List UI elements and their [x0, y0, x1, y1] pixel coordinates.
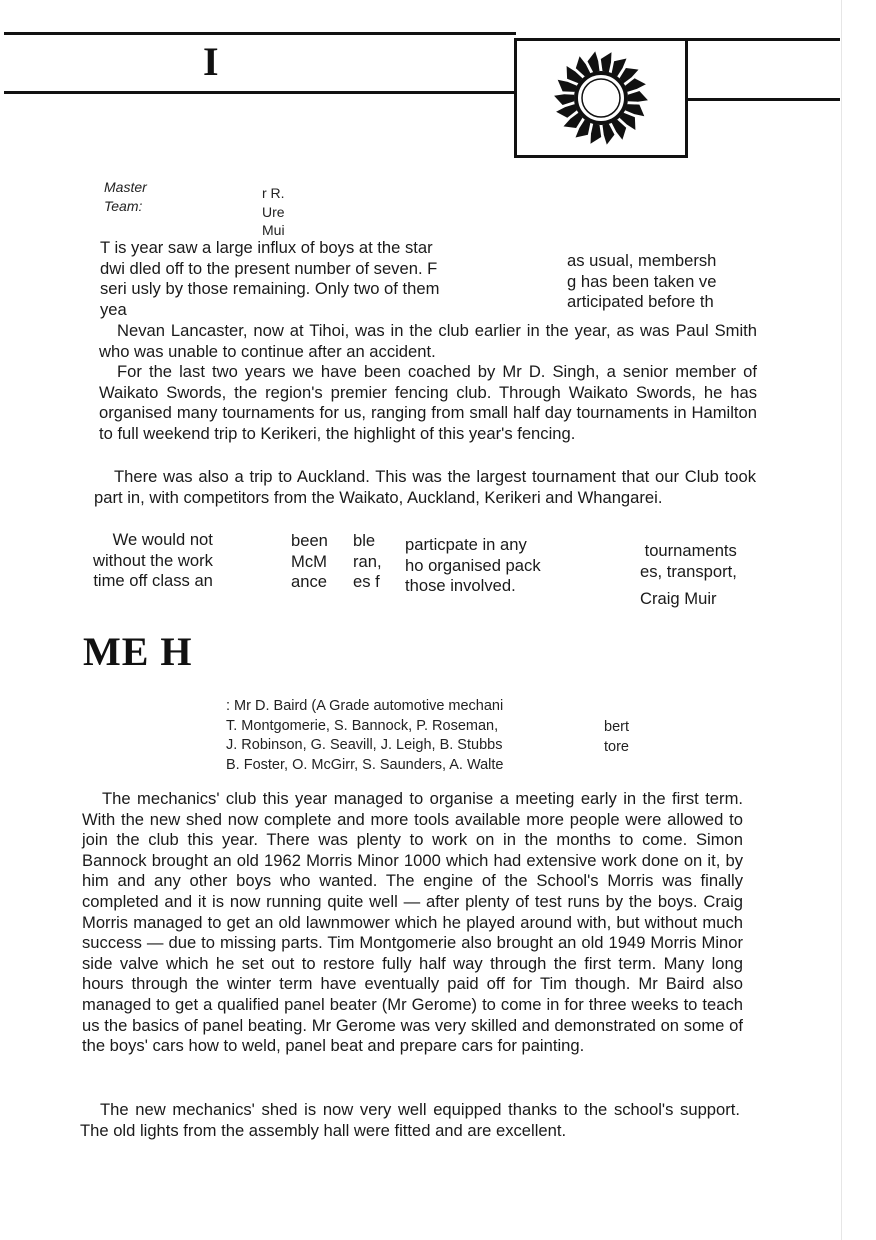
sun-ray [554, 94, 574, 105]
master-value: r R. [262, 185, 285, 201]
fencing-intro-left: T is year saw a large influx of boys at the star dwi dled off to the present number of seven. F seri usly by those remaining. Only two of them yea [100, 238, 440, 319]
mechanics-paragraph-2: The new mechanics' shed is now very well equipped thanks to the school's support. The old lights from the assembly hall were fitted and are excellent. [80, 1100, 740, 1140]
mechanics-paragraph-1: The mechanics' club this year managed to organise a meeting early in the first term. With the new shed now complete and more tools available more people were allowed to join the club this year. There was plenty to work on in the months to come. Simon Bannock brought an old 1962 Morris Minor 1000 which had extensive work done on it, by him and any other boys who wanted. The engine of the School's Morris was finally completed and it is now running quite well — after plenty of test runs by the boys. Craig Morris managed to get an old lawnmower which he played around with, but without much success — due to missing parts. Tim Montgomerie also brought an old 1949 Morris Minor side valve which he set out to restore fully half way through the first term. Many long hours through the winter term have eventually paid off for Tim though. Mr Baird also managed to get a qualified panel beater (Mr Gerome) to come in for three weeks to teach us the basics of panel beating. Mr Gerome was very skilled and demonstrated on some of the boys' cars how to weld, panel beat and prepare cars for painting. [82, 789, 743, 1056]
sun-ray [625, 78, 646, 92]
mechanics-members-list: : Mr D. Baird (A Grade automotive mechani T. Montgomerie, S. Bannock, P. Roseman, J. Robinson, G. Seavill, J. Leigh, B. Stubbs B. Foster, O. McGirr, S. Saunders, A. Walte [226, 698, 504, 773]
team-value-line2: Mui [262, 222, 285, 238]
fencing-closing-col5: tournaments es, transport, [640, 541, 737, 581]
sun-ray [591, 124, 602, 144]
fencing-paragraph-4: There was also a trip to Auckland. This was the largest tournament that our Club took part in, with competitors from the Waikato, Auckland, Kerikeri and Whangarei. [94, 467, 756, 507]
team-label: Team: [104, 198, 143, 214]
fencing-closing-col3: ble ran, es f [353, 531, 382, 592]
sun-ray [556, 104, 577, 118]
header-rule-bottom-right [688, 98, 840, 101]
master-label: Master [104, 179, 147, 195]
mechanics-members-list-right: bert tore [604, 719, 629, 755]
fencing-paragraph-2: Nevan Lancaster, now at Tihoi, was in the club earlier in the year, as was Paul Smith who was unable to continue after an accident. [99, 321, 757, 361]
header-rule-bottom-left [4, 91, 516, 94]
sun-ray [558, 80, 577, 92]
fencing-closing-col4: particpate in any ho organised pack those involved. [405, 535, 541, 596]
sun-ray [601, 52, 612, 72]
header-rule-top-right [688, 38, 840, 41]
sun-ray [588, 51, 600, 72]
fencing-paragraph-3: For the last two years we have been coached by Mr D. Singh, a senior member of Waikato Swords, the region's premier fencing club. Through Waikato Swords, he has organised many tournaments for us, ranging from small half day tournaments in Hamilton to full weekend trip to Kerikeri, the highlight of this year's fencing. [99, 362, 757, 443]
sun-emblem-box [514, 38, 688, 158]
sun-icon [517, 41, 685, 155]
sun-ray [612, 120, 627, 140]
fencing-title: I [203, 39, 220, 84]
mechanics-title: ME H [83, 629, 193, 674]
fencing-signature: Craig Muir [640, 589, 717, 608]
sun-ray [603, 124, 615, 145]
fencing-closing-col1: We would not without the work time off class an [93, 530, 213, 591]
sun-ray [625, 104, 644, 116]
fencing-closing-col2: been McM ance [291, 531, 328, 592]
header-rule-top-left [4, 32, 516, 35]
sun-ray [576, 56, 591, 76]
fencing-intro-right: as usual, membersh g has been taken ve articipated before th [567, 251, 717, 312]
team-value-line1: Ure [262, 204, 285, 220]
scan-edge [841, 0, 842, 1240]
sun-ray [628, 91, 648, 102]
